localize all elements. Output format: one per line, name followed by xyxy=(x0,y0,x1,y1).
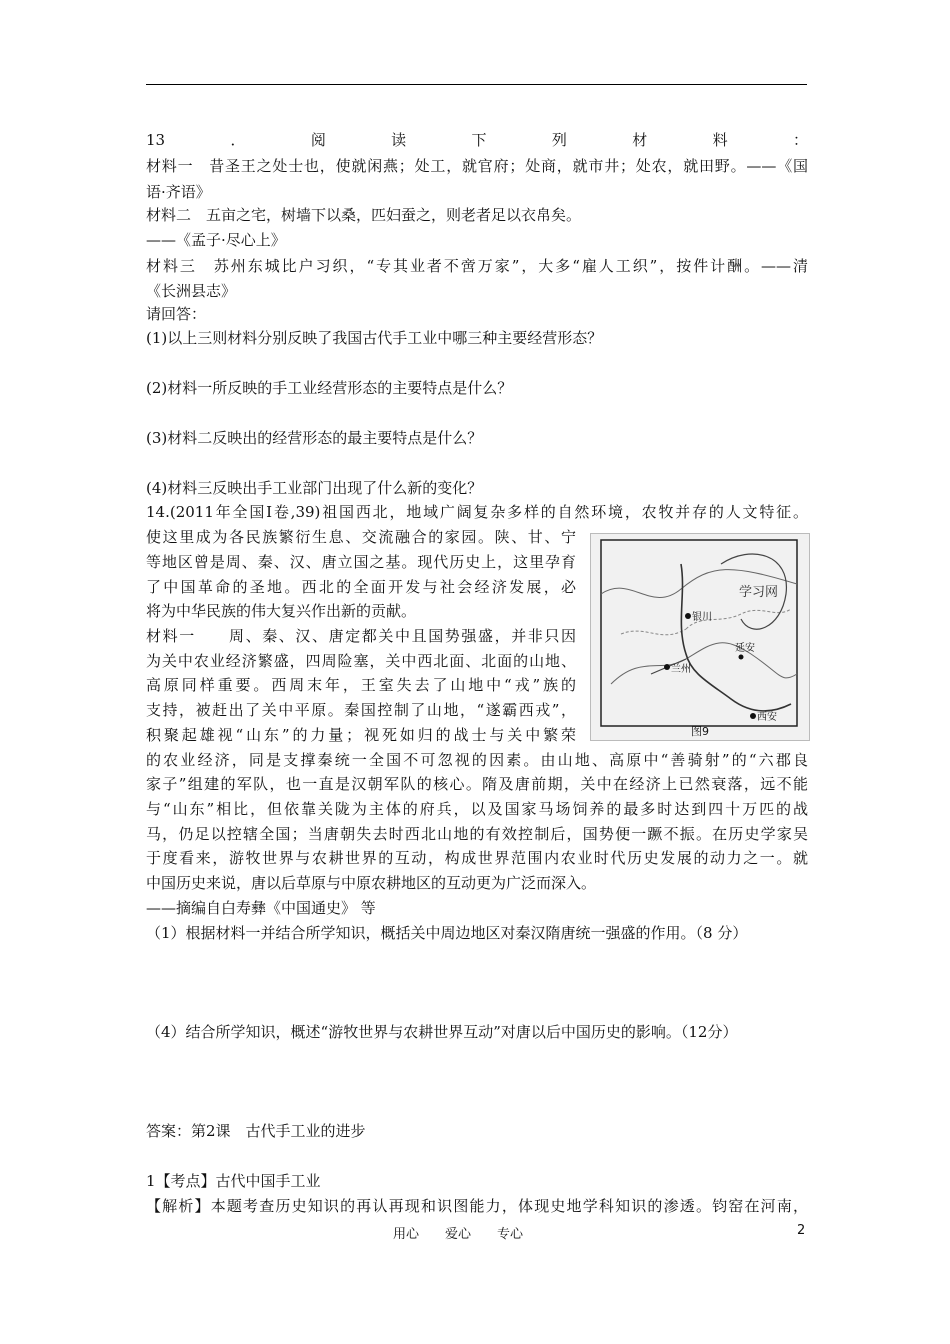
q13-sub4: (4)材料三反映出手工业部门出现了什么新的变化？ xyxy=(146,479,483,497)
q14-material1-4: 支持，被赶出了关中平原。秦国控制了山地，“遂霸西戎”， xyxy=(146,701,576,719)
map-city-dot xyxy=(750,713,756,719)
q13-material3-source: 《长洲县志》 xyxy=(146,282,237,300)
map-city-dot xyxy=(685,613,691,619)
q14-sub1: （1）根据材料一并结合所学知识，概括关中周边地区对秦汉隋唐统一强盛的作用。（8 分） xyxy=(146,924,748,942)
q14-intro-1: 使这里成为各民族繁衍生息、交流融合的家园。陕、甘、宁 xyxy=(146,528,576,546)
map-drawing xyxy=(591,534,809,740)
header-rule xyxy=(146,84,807,85)
map-label-xian: 西安 xyxy=(757,712,777,723)
q13-title: 13．阅读下列材料： xyxy=(146,131,808,149)
answer-1-topic: 1【考点】古代中国手工业 xyxy=(146,1172,321,1190)
map-caption: 图9 xyxy=(691,725,709,738)
q14-material1-5: 积聚起雄视“山东”的力量；视死如归的战士与关中繁荣 xyxy=(146,726,576,744)
answer-1-analysis: 【解析】本题考查历史知识的再认再现和识图能力，体现史地学科知识的渗透。钧窑在河南， xyxy=(146,1197,808,1215)
map-city-dot xyxy=(739,655,744,660)
q13-material1-source: 语·齐语》 xyxy=(146,183,211,201)
map-frame xyxy=(601,540,797,726)
q13-material1: 材料一 昔圣王之处士也，使就闲燕；处工，就官府；处商，就市井；处农，就田野。——《国 xyxy=(146,157,808,175)
map-watermark-text: 学习网 xyxy=(739,585,779,600)
q14-material1-10: 于度看来，游牧世界与农耕世界的互动，构成世界范围内农业时代历史发展的动力之一。就 xyxy=(146,849,808,867)
map-province-line xyxy=(621,629,686,635)
q14-material1-6: 的农业经济，同是支撑秦统一全国不可忽视的因素。由山地、高原中“善骑射”的“六郡良 xyxy=(146,751,808,769)
q13-material2: 材料二 五亩之宅，树墙下以桑，匹妇蚕之，则老者足以衣帛矣。 xyxy=(146,206,582,224)
q13-material2-source: ——《孟子·尽心上》 xyxy=(146,231,286,249)
map-label-lanzhou: 兰州 xyxy=(671,664,691,675)
q13-material3: 材料三 苏州东城比户习织，“专其业者不啻万家”，大多“雇人工织”，按件计酬。——清 xyxy=(146,257,808,275)
q14-material1-8: 与“山东”相比，但依靠关陇为主体的府兵，以及国家马场饲养的最多时达到四十万匹的战 xyxy=(146,800,808,818)
answer-heading: 答案：第2课 古代手工业的进步 xyxy=(146,1122,366,1140)
map-label-yanan: 延安 xyxy=(735,643,755,654)
q14-material1-source: ——摘编自白寿彝《中国通史》 等 xyxy=(146,899,376,917)
page-number: 2 xyxy=(797,1223,806,1238)
footer-motto: 用心 爱心 专心 xyxy=(393,1227,524,1242)
q13-sub1: (1)以上三则材料分别反映了我国古代手工业中哪三种主要经营形态？ xyxy=(146,329,603,347)
q14-material1-7: 家子”组建的军队，也一直是汉朝军队的核心。隋及唐前期，关中在经济上已然衰落，远不能 xyxy=(146,775,808,793)
q13-sub3: (3)材料二反映出的经营形态的最主要特点是什么？ xyxy=(146,429,483,447)
q13-sub2: (2)材料一所反映的手工业经营形态的主要特点是什么？ xyxy=(146,379,513,397)
q13-prompt: 请回答： xyxy=(146,305,207,323)
northwest-map-figure xyxy=(590,533,810,741)
q14-material1-11: 中国历史来说，唐以后草原与中原农耕地区的互动更为广泛而深入。 xyxy=(146,874,597,892)
q14-intro-3: 了中国革命的圣地。西北的全面开发与社会经济发展，必 xyxy=(146,578,576,596)
q14-material1-1: 材料一 周、秦、汉、唐定都关中且国势强盛，并非只因 xyxy=(146,627,576,645)
map-label-yinchuan: 银川 xyxy=(692,612,712,623)
q14-material1-3: 高原同样重要。西周末年，王室失去了山地中“戎”族的 xyxy=(146,676,576,694)
q14-sub4: （4）结合所学知识，概述“游牧世界与农耕世界互动”对唐以后中国历史的影响。（12分） xyxy=(146,1023,738,1041)
q14-intro-2: 等地区曾是周、秦、汉、唐立国之基。现代历史上，这里孕育 xyxy=(146,553,576,571)
map-city-dot xyxy=(664,664,670,670)
q14-material1-2: 为关中农业经济繁盛，四周险塞，关中西北面、北面的山地、 xyxy=(146,652,576,670)
map-border-line xyxy=(611,643,797,684)
q14-intro-4: 将为中华民族的伟大复兴作出新的贡献。 xyxy=(146,602,417,620)
q14-material1-9: 马，仍足以控辖全国；当唐朝失去时西北山地的有效控制后，国势便一蹶不振。在历史学家吴 xyxy=(146,825,808,843)
q14-title: 14.(2011年全国Ⅰ卷,39)祖国西北，地域广阔复杂多样的自然环境，农牧并存的人文特征。 xyxy=(146,503,808,521)
